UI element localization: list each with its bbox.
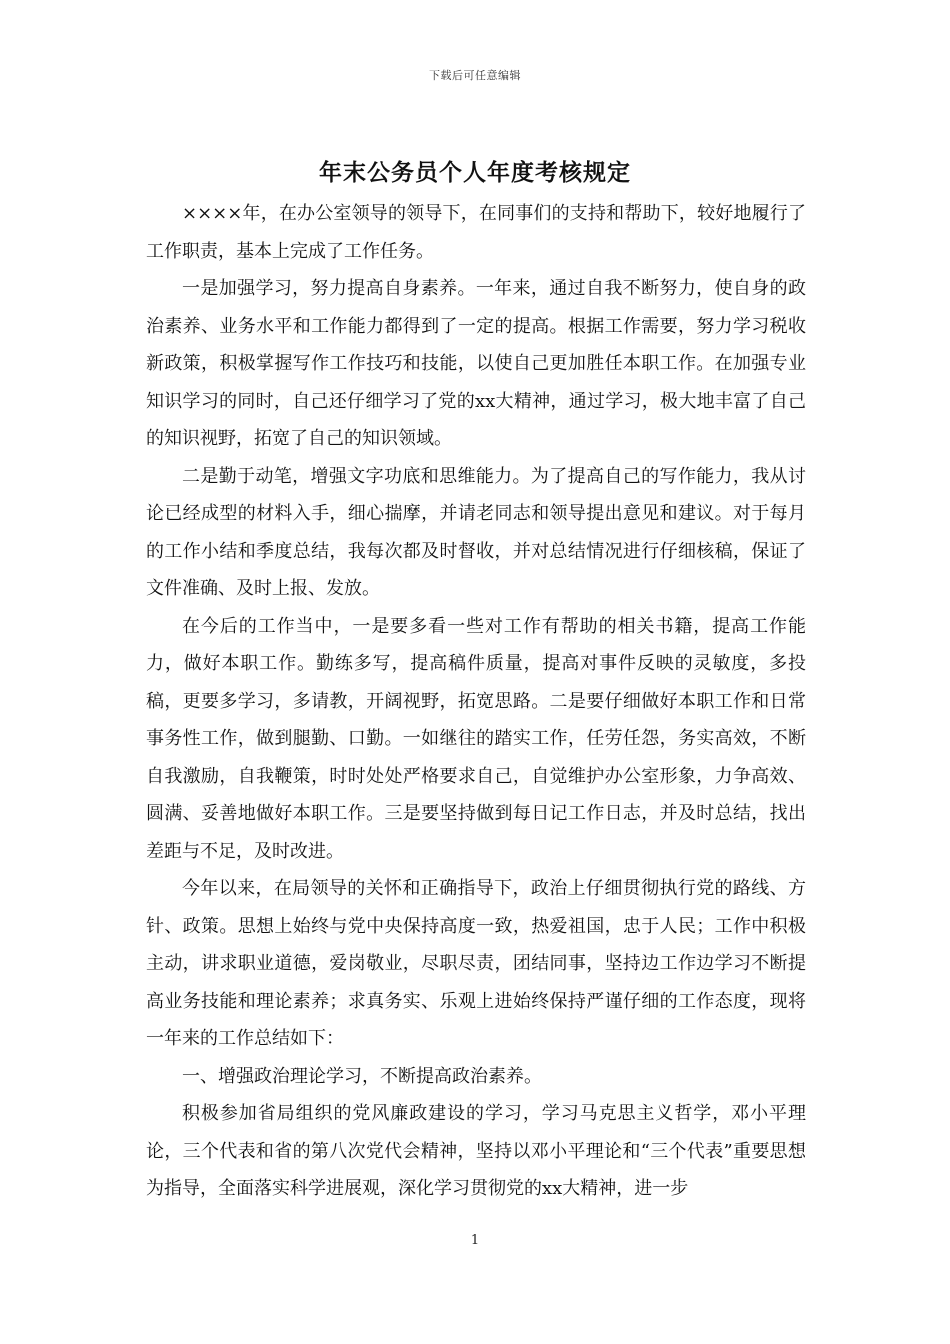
page-number: 1	[470, 1233, 480, 1248]
paragraph-future-work: 在今后的工作当中，一是要多看一些对工作有帮助的相关书籍，提高工作能力，做好本职工作。勤练多写，提高稿件质量，提高对事件反映的灵敏度，多投稿，更要多学习，多请教，开阔视野，拓宽思路。二是要仔细做好本职工作和日常事务性工作，做到腿勤、口勤。一如继往的踏实工作，任劳任怨，务实高效，不断自我激励，自我鞭策，时时处处严格要求自己，自觉维护办公室形象，力争高效、圆满、妥善地做好本职工作。三是要坚持做到每日记工作日志，并及时总结，找出差距与不足，及时改进。	[146, 615, 806, 862]
document-body	[146, 195, 806, 1208]
header-note: 下载后可任意编辑	[429, 69, 521, 82]
paragraph-study: 一是加强学习，努力提高自身素养。一年来，通过自我不断努力，使自身的政治素养、业务水平和工作能力都得到了一定的提高。根据工作需要，努力学习税收新政策，积极掌握写作工作技巧和技能，以使自己更加胜任本职工作。在加强专业知识学习的同时，自己还仔细学习了党的xx大精神，通过学习，极大地丰富了自己的知识视野，拓宽了自己的知识领域。	[146, 278, 806, 449]
paragraph-intro: ××××年，在办公室领导的领导下，在同事们的支持和帮助下，较好地履行了工作职责，基本上完成了工作任务。	[146, 203, 806, 262]
document-title: 年末公务员个人年度考核规定	[319, 159, 631, 186]
paragraph-year-summary: 今年以来，在局领导的关怀和正确指导下，政治上仔细贯彻执行党的路线、方针、政策。思想上始终与党中央保持高度一致，热爱祖国，忠于人民；工作中积极主动，讲求职业道德，爱岗敬业，尽职尽责，团结同事，坚持边工作边学习不断提高业务技能和理论素养；求真务实、乐观上进始终保持严谨仔细的工作态度，现将一年来的工作总结如下：	[146, 878, 806, 1049]
section-heading-politics: 一、增强政治理论学习，不断提高政治素养。	[182, 1065, 542, 1087]
paragraph-writing: 二是勤于动笔，增强文字功底和思维能力。为了提高自己的写作能力，我从讨论已经成型的材料入手，细心揣摩，并请老同志和领导提出意见和建议。对于每月的工作小结和季度总结，我每次都及时督收，并对总结情况进行仔细核稿，保证了文件准确、及时上报、发放。	[146, 465, 806, 599]
paragraph-political-study: 积极参加省局组织的党风廉政建设的学习，学习马克思主义哲学，邓小平理论，三个代表和省的第八次党代会精神，坚持以邓小平理论和“三个代表”重要思想为指导，全面落实科学进展观，深化学习贯彻党的xx大精神，进一步	[146, 1103, 806, 1199]
